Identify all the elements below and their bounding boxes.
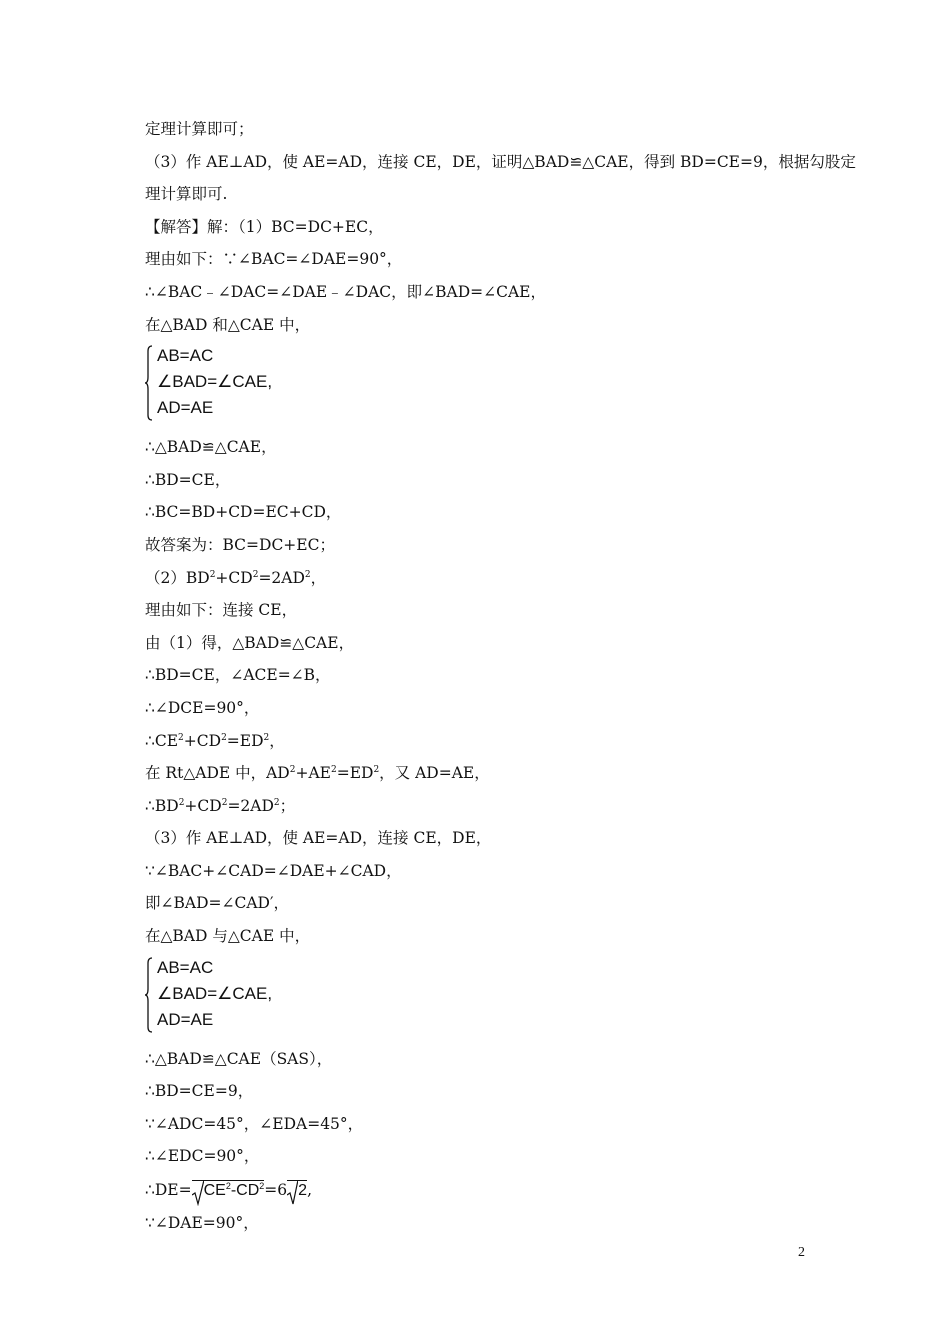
equation-line-de: ∴DE= $CE^2-CD^2=6$ 2,	[145, 1173, 810, 1207]
equation-line-ce: $\therefore CE^2+CD^2=ED^2$，	[145, 731, 285, 750]
text-line: ∴BD=CE，	[145, 470, 231, 489]
text-line: ∴BC=BD+CD=EC+CD，	[145, 503, 342, 522]
text-line: 定理计算即可；	[145, 120, 254, 138]
text-line: ∵∠BAC+∠CAD=∠DAE+∠CAD，	[145, 861, 402, 880]
text-line: （3）作 AE⊥AD，使 AE=AD，连接 CE，DE，	[145, 829, 492, 848]
text-line: ∴∠BAC﹣∠DAC=∠DAE﹣∠DAC，即∠BAD=∠CAE，	[145, 282, 546, 301]
text-line: 由（1）得，△BAD≌△CAE，	[145, 633, 355, 652]
equation-line-part2: $(2)BD^2+CD^2=2AD^2$，	[145, 568, 327, 587]
text-line: 理计算即可.	[145, 185, 228, 204]
system-row: AD=AE	[157, 398, 214, 418]
equation-line-rt: 在 Rt△ADE 中，$AD^2+AE^2=ED^2$，又 AD=AE，	[145, 764, 490, 783]
text-line: ∴∠DCE=90°，	[145, 698, 260, 717]
text-line: （3）作 AE⊥AD，使 AE=AD，连接 CE，DE，证明△BAD≌△CAE，得到 BD=CE=9，根据勾股定	[145, 152, 856, 171]
text-line: 理由如下：∵∠BAC=∠DAE=90°，	[145, 250, 403, 269]
text-line: 即∠BAD=∠CAD′，	[145, 894, 289, 913]
text-line: 在△BAD 与△CAE 中，	[145, 927, 311, 946]
text-line: ∴BD=CE=9，	[145, 1082, 254, 1101]
sqrt-expression: 2	[287, 1180, 307, 1201]
text-line: 在△BAD 和△CAE 中，	[145, 315, 311, 334]
text-line: ∴BD=CE，∠ACE=∠B，	[145, 666, 331, 685]
equation-line-bd: $\therefore BD^2+CD^2=2AD^2$；	[145, 796, 296, 815]
system-row: AB=AC	[157, 957, 214, 977]
text-line: ∴∠EDC=90°，	[145, 1147, 260, 1166]
sqrt-sign-icon	[287, 1180, 298, 1206]
left-brace-icon	[145, 957, 153, 1033]
text-line: 理由如下：连接 CE，	[145, 601, 298, 620]
equation-system-2	[145, 955, 810, 1039]
equation-system-1	[145, 343, 810, 427]
left-brace-icon	[145, 345, 153, 421]
text-line: ∴△BAD≌△CAE，	[145, 438, 277, 457]
text-line: ∴△BAD≌△CAE（SAS），	[145, 1049, 333, 1068]
system-row: ∠BAD=∠CAE,	[157, 983, 273, 1003]
text-line: ∵∠DAE=90°，	[145, 1214, 259, 1233]
text-line: 故答案为：BC=DC+EC；	[145, 535, 335, 554]
text-line: ∵∠ADC=45°，∠EDA=45°，	[145, 1114, 364, 1133]
solution-text	[145, 113, 856, 1240]
sqrt-sign-icon	[192, 1180, 204, 1206]
text-line: 【解答】解：（1）BC=DC+EC，	[145, 217, 384, 236]
sqrt-expression: $CE^2-CD^2$	[192, 1180, 265, 1201]
system-row: ∠BAD=∠CAE,	[157, 372, 273, 392]
page-number: 2	[798, 1245, 805, 1260]
system-row: AD=AE	[157, 1009, 214, 1029]
system-row: AB=AC	[157, 346, 214, 366]
